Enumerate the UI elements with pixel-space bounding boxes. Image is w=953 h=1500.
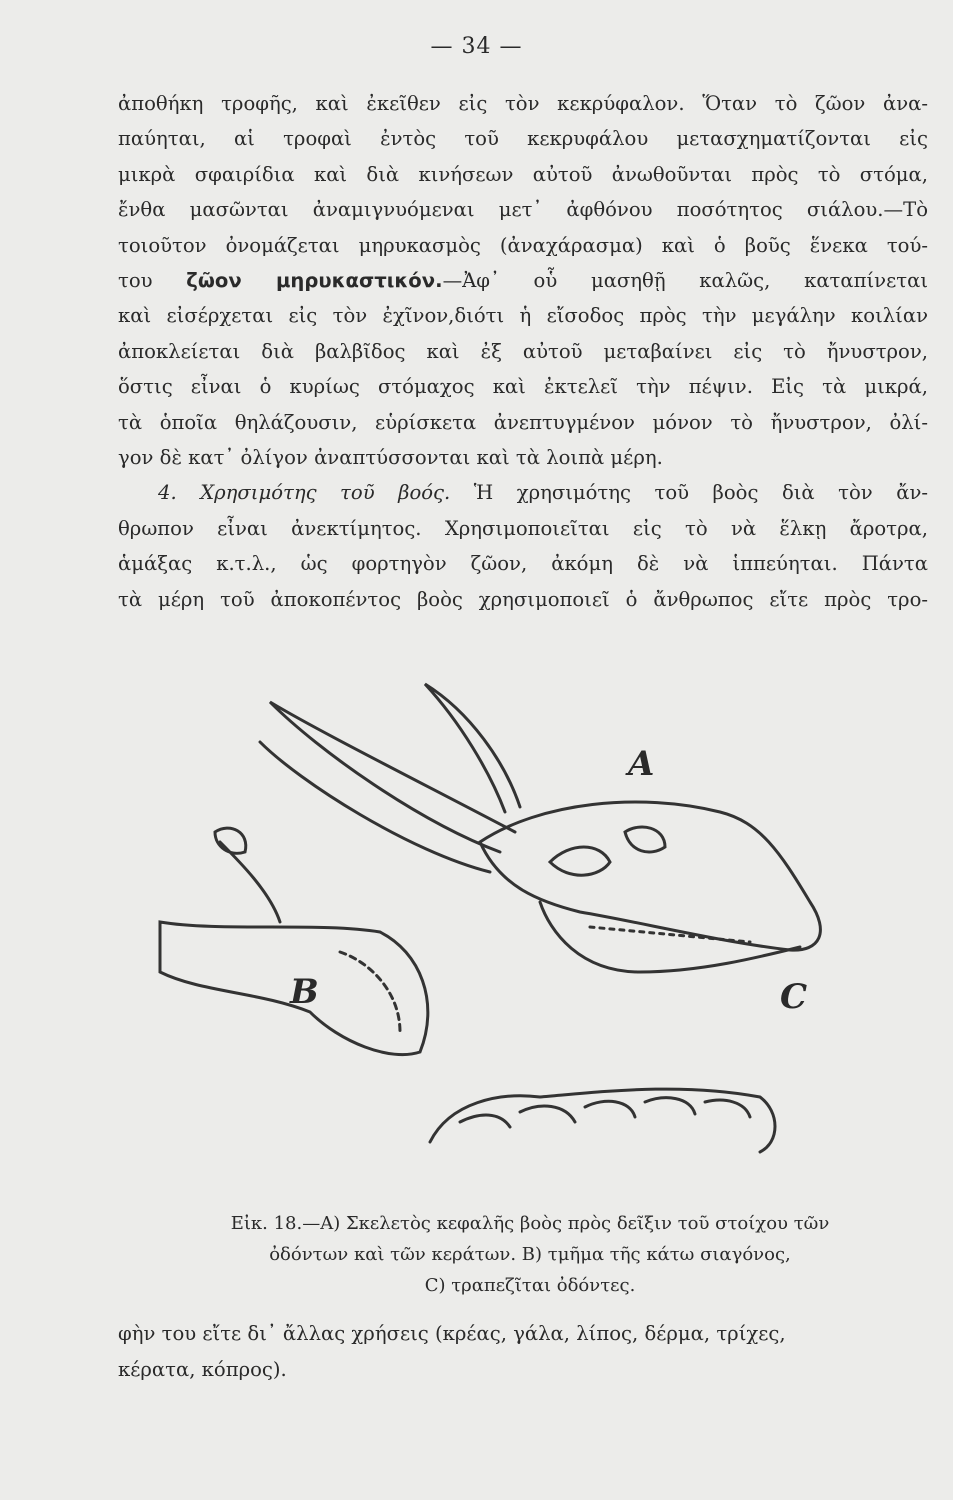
main-text (118, 86, 928, 617)
text-line: ὅστις εἶναι ὁ κυρίως στόμαχος καὶ ἐκτελεῖ τὴν πέψιν. Εἰς τὰ μικρά, (118, 375, 928, 399)
text-line: ἔνθα μασῶνται ἀναμιγνυόμεναι μετ᾽ ἀφθόνου ποσότητος σιάλου.—Τὸ (118, 198, 928, 222)
molars-icon (430, 1089, 775, 1152)
text-line: ἀποκλείεται διὰ βαλβῖδος καὶ ἐξ αὐτοῦ μεταβαίνει εἰς τὸ ἤνυστρον, (118, 339, 928, 363)
section-heading-line (118, 475, 928, 510)
text-fragment: Ἡ χρησιμότης τοῦ βοὸς διὰ τὸν ἄν- (450, 481, 928, 505)
caption-line: C) τραπεζῖται ὀδόντες. (424, 1275, 636, 1296)
text-line: θρωπον εἶναι ἀνεκτίμητος. Χρησιμοποιεῖται εἰς τὸ νὰ ἕλκῃ ἄροτρα, (118, 516, 928, 540)
caption-line: ὀδόντων καὶ τῶν κεράτων. B) τμῆμα τῆς κάτω σιαγόνος, (269, 1244, 791, 1265)
skull-illustration (120, 672, 940, 1212)
figure-caption (170, 1208, 890, 1301)
figure-label-a: A (628, 744, 655, 784)
text-fragment: —Ἀφ᾽ οὗ μασηθῇ καλῶς, καταπίνεται (442, 269, 928, 293)
text-line: κέρατα, κόπρος). (118, 1358, 287, 1381)
text-line: ἁμάξας κ.τ.λ., ὡς φορτηγὸν ζῶον, ἀκόμη δὲ νὰ ἱππεύηται. Πάντα (118, 552, 928, 576)
figure-label-b: B (290, 972, 319, 1012)
text-fragment: του (118, 269, 187, 293)
figure-label-c: C (780, 977, 808, 1017)
horn-left-inner-icon (260, 742, 490, 872)
text-line-with-term (118, 263, 928, 298)
text-line: τὰ μέρη τοῦ ἀποκοπέντος βοὸς χρησιμοποιεῖ ὁ ἄνθρωπος εἴτε πρὸς τρο- (118, 587, 928, 611)
horn-left-icon (270, 702, 515, 852)
text-line: τοιοῦτον ὀνομάζεται μηρυκασμὸς (ἀναχάρασμα) καὶ ὁ βοῦς ἕνεκα τού- (118, 233, 928, 257)
closing-text (118, 1316, 928, 1388)
ruminant-term: ζῶον μηρυκαστικόν. (186, 269, 443, 293)
text-line: παύηται, αἱ τροφαὶ ἐντὸς τοῦ κεκρυφάλου μετασχηματίζονται εἰς (118, 127, 928, 151)
section-heading: 4. Χρησιμότης τοῦ βοός. (158, 481, 451, 505)
skull-outline-icon (480, 802, 820, 950)
text-line: μικρὰ σφαιρίδια καὶ διὰ κινήσεων αὐτοῦ ἀνωθοῦνται πρὸς τὸ στόμα, (118, 162, 928, 186)
text-line: καὶ εἰσέρχεται εἰς τὸν ἐχῖνον,διότι ἡ εἴσοδος πρὸς τὴν μεγάλην κοιλίαν (118, 304, 928, 328)
text-line: γον δὲ κατ᾽ ὀλίγον ἀναπτύσσονται καὶ τὰ λοιπὰ μέρη. (118, 446, 663, 470)
page-number: — 34 — (430, 34, 523, 59)
caption-line: Εἰκ. 18.—A) Σκελετὸς κεφαλῆς βοὸς πρὸς δεῖξιν τοῦ στοίχου τῶν (230, 1213, 830, 1234)
text-line: τὰ ὁποῖα θηλάζουσιν, εὑρίσκετα ἀνεπτυγμένον μόνον τὸ ἤνυστρον, ὀλί- (118, 410, 928, 434)
text-line: φὴν του εἴτε δι᾽ ἄλλας χρήσεις (κρέας, γάλα, λίπος, δέρμα, τρίχες, (118, 1322, 786, 1345)
text-line: ἀποθήκη τροφῆς, καὶ ἐκεῖθεν εἰς τὸν κεκρύφαλον. Ὅταν τὸ ζῶον ἀνα- (118, 92, 928, 115)
ox-skull-figure (120, 672, 940, 1212)
